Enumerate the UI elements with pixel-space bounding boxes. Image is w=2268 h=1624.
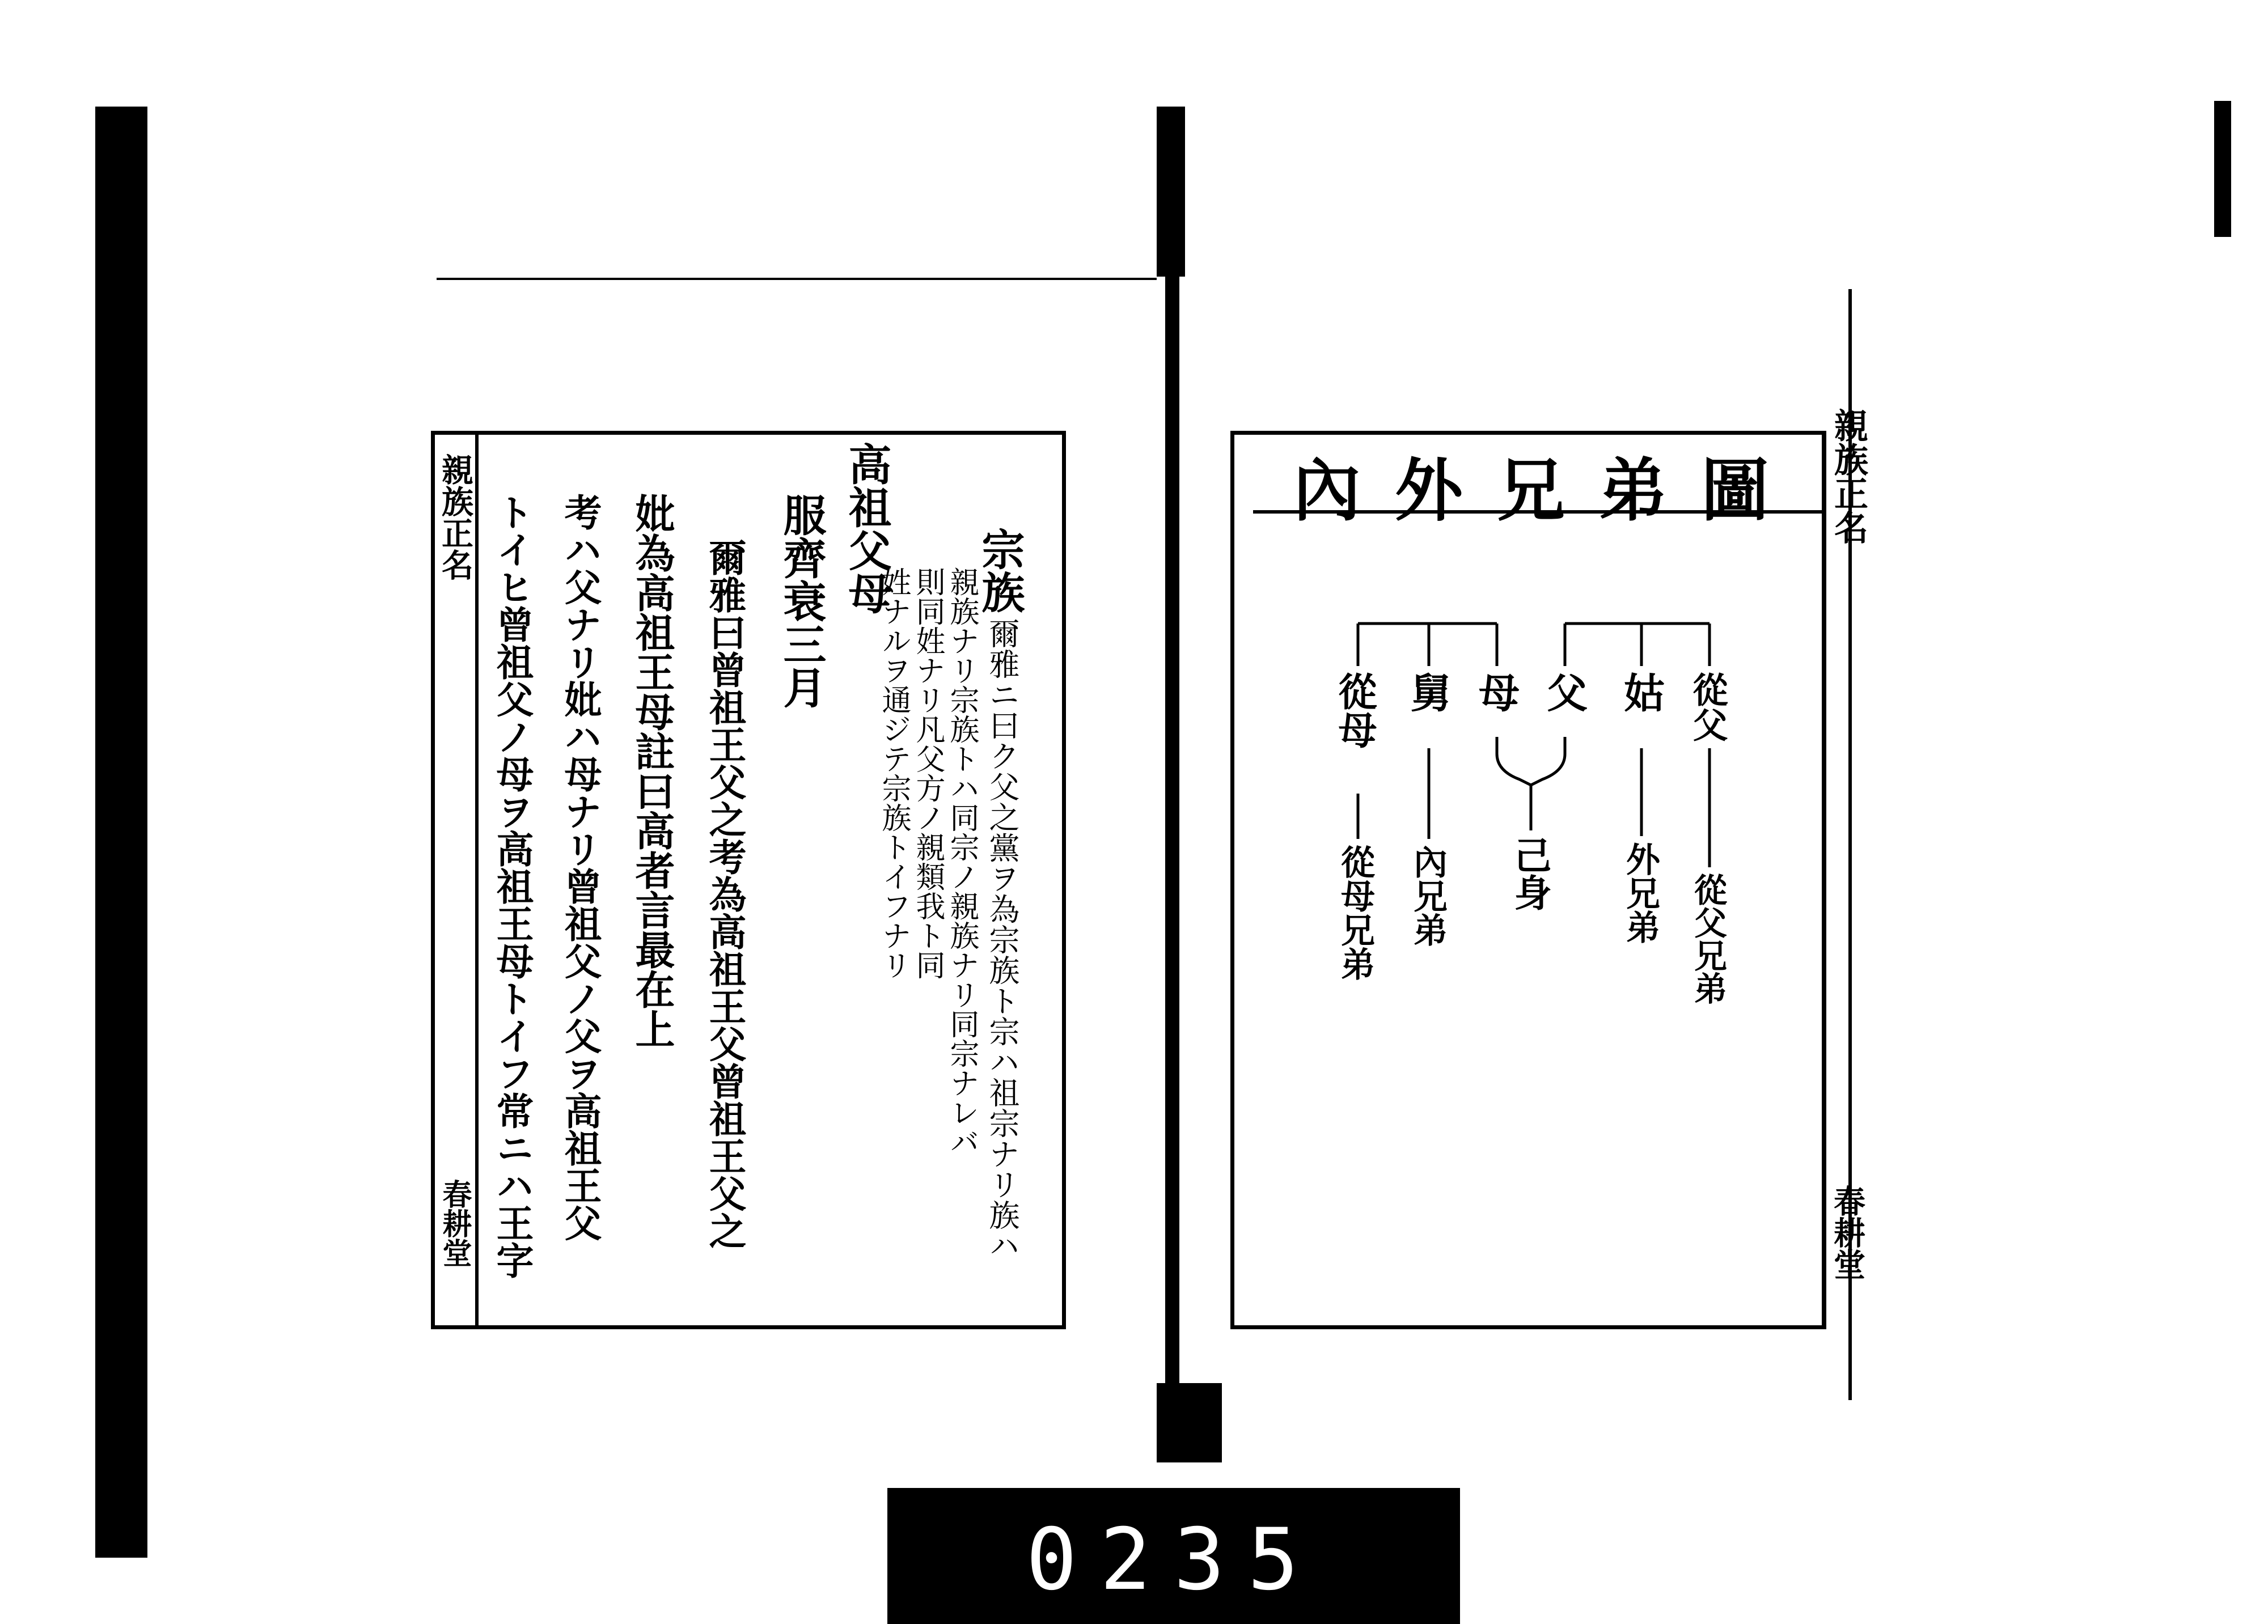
node-child-cousin-father: 從父兄弟 [1689,873,1727,1004]
node-mother: 母 [1472,672,1520,713]
heading-gaozu: 高祖父母 [841,442,892,614]
right-margin-title: 親族正名 [1829,408,1868,544]
node-self: 己身 [1508,836,1552,911]
diagram-title: 內外兄弟圖 [1293,451,1803,531]
note-line-4: 姓ナルヲ通ジテ宗族トイフナリ [877,567,911,980]
note-line-2: 親族ナリ宗族トハ同宗ノ親族ナリ同宗ナレバ [945,567,979,1156]
node-aunt: 姑 [1617,672,1665,713]
note-line-1: 爾雅ニ曰ク父之黨ヲ為宗族ト宗ハ祖宗ナリ族ハ [984,618,1020,1261]
node-cousin-father: 從父 [1687,672,1728,742]
note-line-3: 則同姓ナリ凡父方ノ親類我ト同 [911,567,945,980]
body-line-3: 考ハ父ナリ妣ハ母ナリ曾祖父ノ父ヲ高祖王父 [558,493,602,1241]
right-margin-publisher: 春耕堂 [1829,1185,1866,1280]
node-cousin-mother: 從母 [1332,672,1377,749]
heading-zongzu: 宗族 [975,527,1025,613]
node-child-aunt: 外兄弟 [1620,842,1660,944]
body-line-1: 爾雅曰曾祖王父之考為高祖王父曾祖王父之 [703,538,747,1249]
mourning-period: 服齊衰三月 [776,493,827,709]
node-child-maternal-uncle: 內兄弟 [1408,845,1448,947]
left-margin-publisher: 春耕堂 [437,1179,472,1267]
scan-label-plate [887,1488,1460,1624]
body-line-2: 妣為高祖王母註曰高者言最在上 [629,493,676,1049]
node-father: 父 [1540,672,1588,713]
body-line-4: トイヒ曾祖父ノ母ヲ高祖王母トイフ常ニハ王字 [490,493,534,1279]
left-margin-title: 親族正名 [437,453,474,580]
node-maternal-uncle: 舅 [1404,672,1452,713]
node-child-cousin-mother: 從母兄弟 [1335,845,1375,981]
scan-label-number: 0235 [1026,1511,1322,1609]
